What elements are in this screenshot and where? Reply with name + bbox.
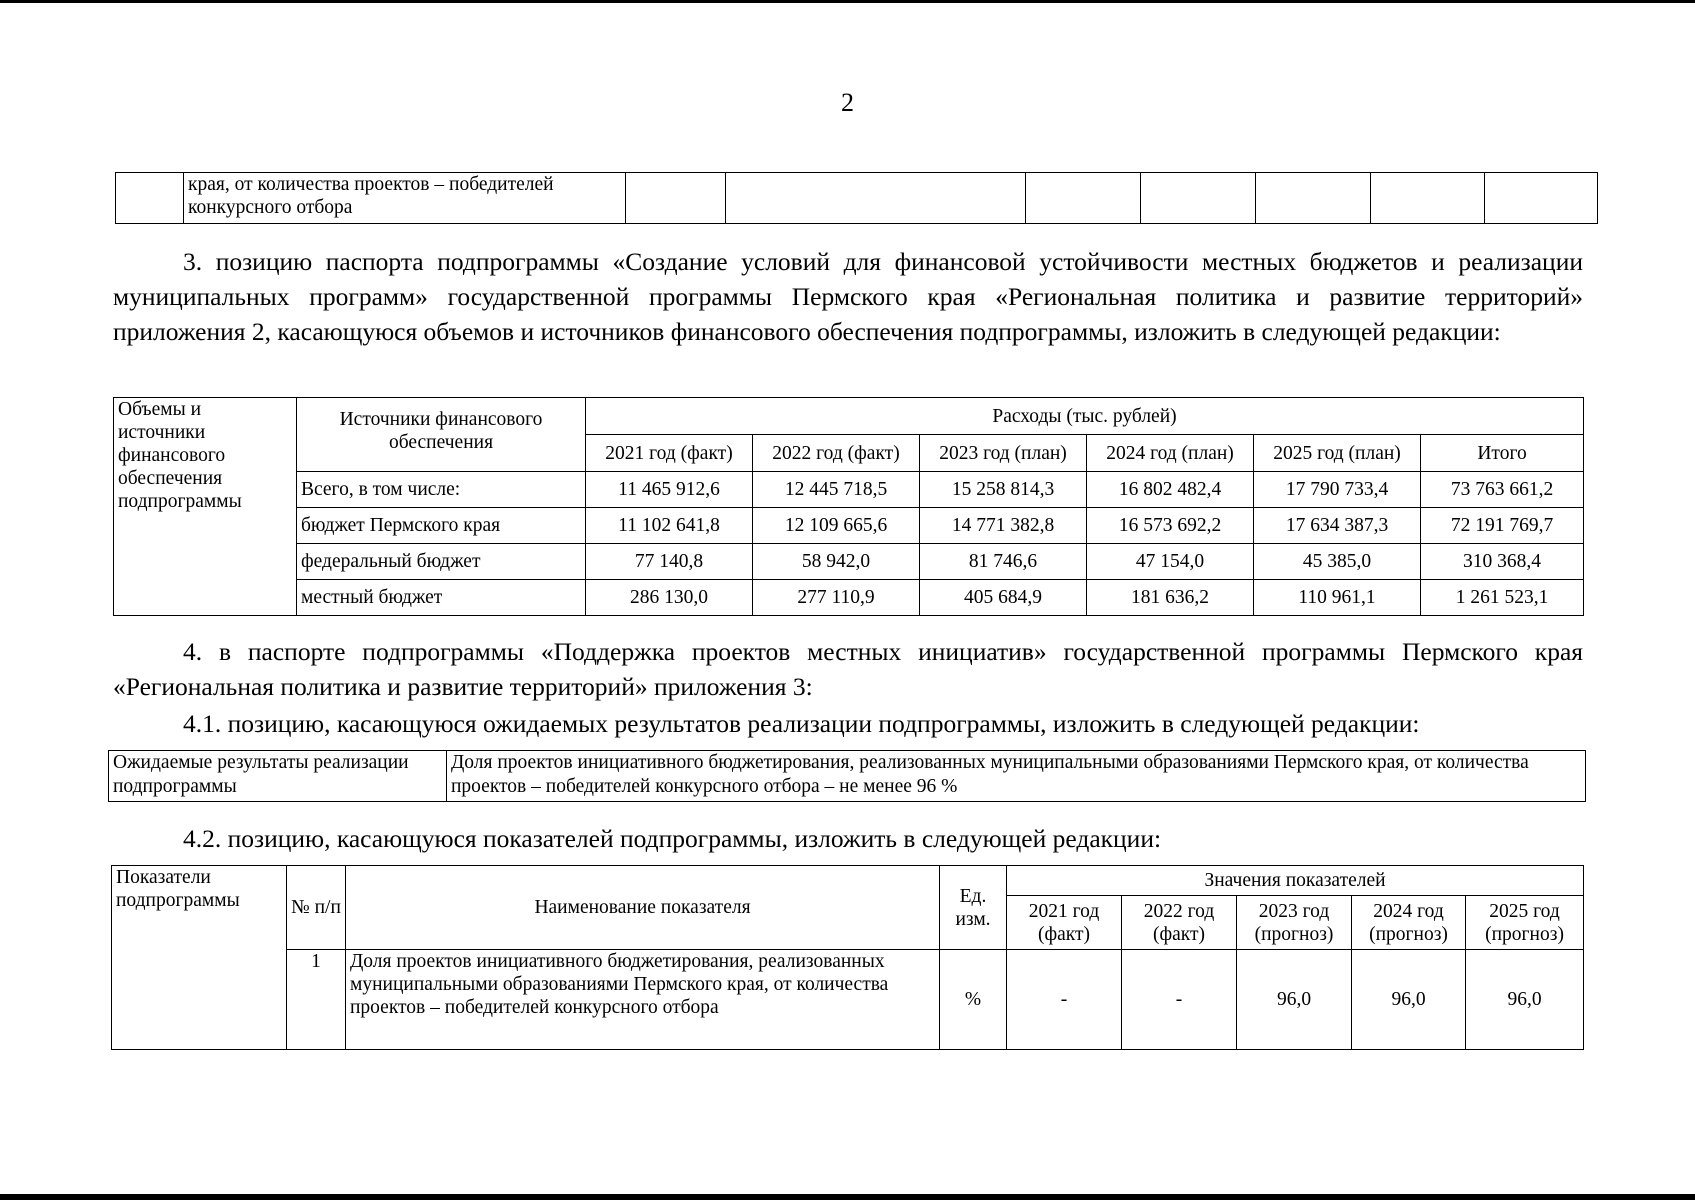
value-cell: 12 445 718,5: [753, 472, 920, 508]
value-cell: -: [1122, 950, 1237, 1050]
year-header: 2022 год (факт): [1122, 896, 1237, 950]
value-cell: 14 771 382,8: [920, 508, 1087, 544]
year-header: 2024 год (прогноз): [1352, 896, 1466, 950]
table-cell: [1256, 173, 1371, 224]
value-cell: 11 102 641,8: [586, 508, 753, 544]
year-header: 2023 год (план): [920, 435, 1087, 472]
paragraph-4-text: 4. в паспорте подпрограммы «Поддержка проектов местных инициатив» государственной программы Пермского края «Региональная политика и развитие территорий» приложения 3:: [113, 637, 1583, 701]
value-cell: 110 961,1: [1254, 580, 1421, 616]
row-number: 1: [287, 950, 346, 1050]
table-row: [109, 751, 1586, 802]
value-cell: 72 191 769,7: [1421, 508, 1584, 544]
indicators-label: Показатели подпрограммы: [112, 866, 287, 1050]
year-header: 2022 год (факт): [753, 435, 920, 472]
year-header: 2025 год (прогноз): [1466, 896, 1584, 950]
paragraph-3-text: 3. позицию паспорта подпрограммы «Создание условий для финансовой устойчивости местных бюджетов и реализации муниципальных программ» государственной программы Пермского края «Региональная политика и развитие территорий» приложения 2, касающуюся объемов и источников финансового обеспечения подпрограммы, изложить в следующей редакции:: [113, 247, 1583, 346]
value-cell: 96,0: [1466, 950, 1584, 1050]
value-cell: 73 763 661,2: [1421, 472, 1584, 508]
year-header: 2021 год (факт): [1007, 896, 1122, 950]
values-header: Значения показателей: [1007, 866, 1584, 896]
paragraph-3: [113, 244, 1583, 349]
paragraph-4-1: 4.1. позицию, касающуюся ожидаемых результатов реализации подпрограммы, изложить в следующей редакции:: [183, 709, 1420, 738]
expenses-header: Расходы (тыс. рублей): [586, 398, 1584, 435]
value-cell: 12 109 665,6: [753, 508, 920, 544]
indicator-name-cell: края, от количества проектов – победителей конкурсного отбора: [184, 173, 626, 224]
table-row: [114, 544, 1584, 580]
value-cell: 81 746,6: [920, 544, 1087, 580]
table-cell: [1371, 173, 1485, 224]
table-cell: [1141, 173, 1256, 224]
table-cell: [1026, 173, 1141, 224]
source-label: Всего, в том числе:: [297, 472, 586, 508]
unit-cell: %: [940, 950, 1007, 1050]
value-cell: 17 790 733,4: [1254, 472, 1421, 508]
value-cell: 277 110,9: [753, 580, 920, 616]
table-row: [112, 950, 1584, 1050]
paragraph-4: [113, 634, 1583, 704]
table-row: [114, 580, 1584, 616]
expected-results-table: [108, 750, 1586, 802]
value-cell: 15 258 814,3: [920, 472, 1087, 508]
page-top-edge: [0, 0, 1695, 3]
table-row: [114, 472, 1584, 508]
value-cell: 77 140,8: [586, 544, 753, 580]
indicator-name: Доля проектов инициативного бюджетирования, реализованных муниципальными образованиями Пермского края, от количества проектов – победителей конкурсного отбора: [346, 950, 940, 1050]
table-cell: [726, 173, 1026, 224]
year-header: 2023 год (прогноз): [1237, 896, 1352, 950]
year-header: 2025 год (план): [1254, 435, 1421, 472]
value-cell: 405 684,9: [920, 580, 1087, 616]
source-header: Источники финансового обеспечения: [297, 398, 586, 472]
value-cell: 17 634 387,3: [1254, 508, 1421, 544]
page-number: 2: [841, 88, 854, 117]
value-cell: 45 385,0: [1254, 544, 1421, 580]
total-header: Итого: [1421, 435, 1584, 472]
value-cell: 16 573 692,2: [1087, 508, 1254, 544]
value-cell: 47 154,0: [1087, 544, 1254, 580]
paragraph-4-2: 4.2. позицию, касающуюся показателей подпрограммы, изложить в следующей редакции:: [183, 824, 1162, 853]
value-cell: 1 261 523,1: [1421, 580, 1584, 616]
name-header: Наименование показателя: [346, 866, 940, 950]
source-label: бюджет Пермского края: [297, 508, 586, 544]
financing-left-label: Объемы и источники финансового обеспечения подпрограммы: [114, 398, 297, 616]
value-cell: -: [1007, 950, 1122, 1050]
value-cell: 16 802 482,4: [1087, 472, 1254, 508]
value-cell: 58 942,0: [753, 544, 920, 580]
value-cell: 310 368,4: [1421, 544, 1584, 580]
page-bottom-edge: [0, 1194, 1695, 1200]
value-cell: 181 636,2: [1087, 580, 1254, 616]
value-cell: 286 130,0: [586, 580, 753, 616]
value-cell: 11 465 912,6: [586, 472, 753, 508]
indicators-table: [111, 865, 1584, 1050]
continuation-table: [115, 172, 1598, 224]
expected-results-label: Ожидаемые результаты реализации подпрограммы: [109, 751, 447, 802]
year-header: 2021 год (факт): [586, 435, 753, 472]
unit-header: Ед. изм.: [940, 866, 1007, 950]
table-header-row: [112, 866, 1584, 896]
table-cell: [116, 173, 184, 224]
table-row: [114, 508, 1584, 544]
value-cell: 96,0: [1237, 950, 1352, 1050]
num-header: № п/п: [287, 866, 346, 950]
financing-table: [113, 397, 1584, 616]
table-header-row: [114, 398, 1584, 435]
source-label: федеральный бюджет: [297, 544, 586, 580]
table-row: [116, 173, 1598, 224]
source-label: местный бюджет: [297, 580, 586, 616]
value-cell: 96,0: [1352, 950, 1466, 1050]
expected-results-value: Доля проектов инициативного бюджетирования, реализованных муниципальными образованиями Пермского края, от количества проектов – победителей конкурсного отбора – не менее 96 %: [447, 751, 1586, 802]
table-cell: [1485, 173, 1598, 224]
year-header: 2024 год (план): [1087, 435, 1254, 472]
table-cell: [626, 173, 726, 224]
